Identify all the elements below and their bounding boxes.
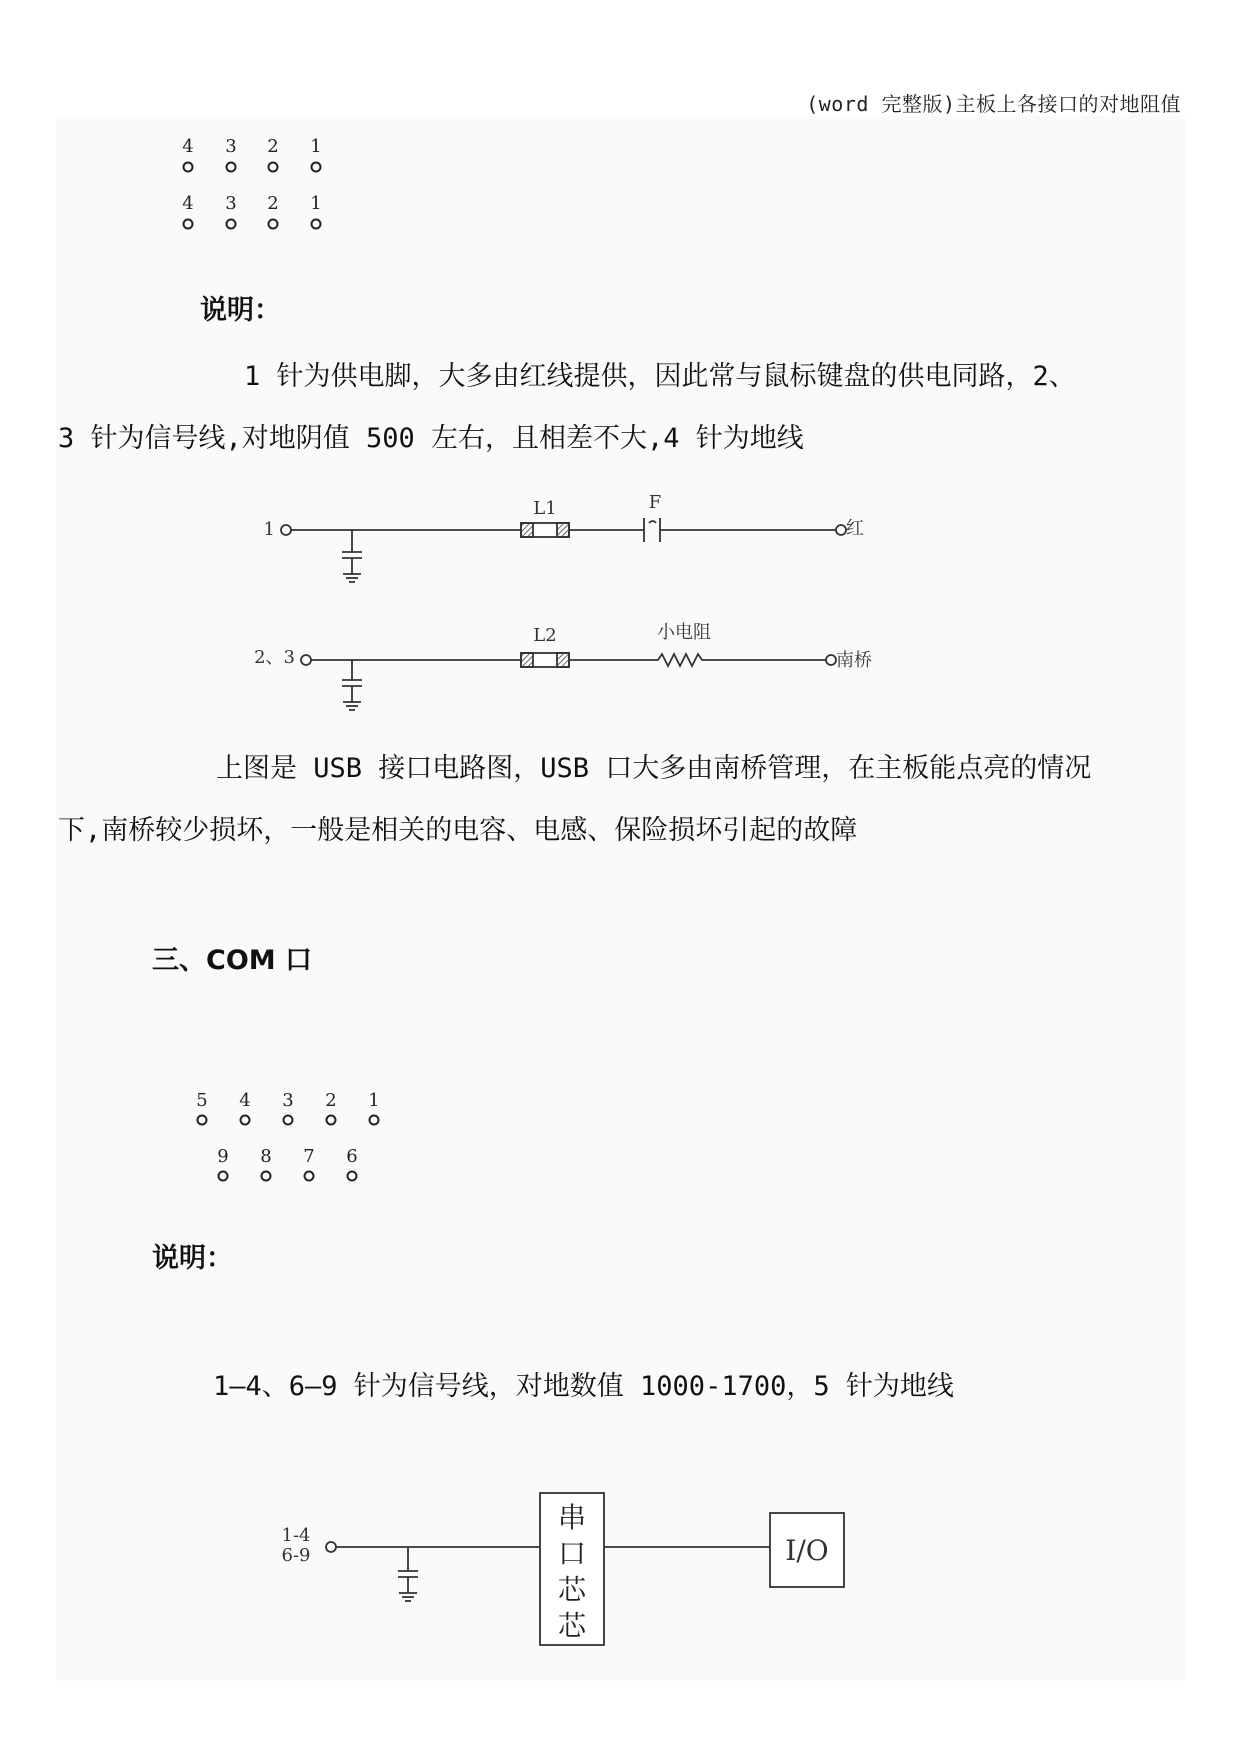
pin-number: 3	[225, 193, 237, 214]
pin-dot	[219, 1172, 228, 1181]
pin-dot	[327, 1116, 336, 1125]
pin-number: 1	[310, 193, 322, 214]
com-circuit-diagram	[270, 1485, 860, 1660]
chip-char: 串	[557, 1501, 587, 1534]
pin-number: 4	[182, 136, 194, 157]
io-label: I/O	[785, 1534, 829, 1567]
pin-dot	[269, 163, 278, 172]
com-pin-label-top: 1-4	[281, 1525, 311, 1546]
pin-number: 4	[239, 1090, 251, 1111]
pin-number: 2	[267, 136, 279, 157]
pin-dot	[348, 1172, 357, 1181]
southbridge-label: 南桥	[836, 650, 872, 671]
usb-circuit-diagram	[240, 490, 900, 720]
usb-pin-diagram	[170, 130, 340, 240]
pin-number: 1	[310, 136, 322, 157]
pin-dot	[312, 220, 321, 229]
fuse-label: F	[648, 492, 662, 513]
pin-dot	[305, 1172, 314, 1181]
pin-number: 6	[346, 1146, 358, 1167]
pin-dot	[184, 163, 193, 172]
pin-dot	[241, 1116, 250, 1125]
com-pin-terminal	[326, 1542, 336, 1552]
pin1-terminal	[281, 525, 291, 535]
pin-number: 4	[182, 193, 194, 214]
pin-dot	[227, 220, 236, 229]
red-terminal	[836, 525, 846, 535]
usb-note-line-2: 3 针为信号线,对地阴值 500 左右，且相差不大,4 针为地线	[58, 423, 804, 454]
chip-char: 口	[557, 1537, 587, 1570]
pin-number: 8	[260, 1146, 272, 1167]
pin-number: 3	[282, 1090, 294, 1111]
pin23-terminal	[301, 655, 311, 665]
resistor-label: 小电阻	[657, 622, 711, 643]
com-section-heading: 三、COM 口	[152, 945, 313, 976]
pin-dot	[269, 220, 278, 229]
pin-dot	[284, 1116, 293, 1125]
com-pin-label-bottom: 6-9	[281, 1545, 311, 1566]
pin-dot	[262, 1172, 271, 1181]
com-pin-diagram	[190, 1085, 390, 1190]
usb-desc-line-2: 下,南桥较少损坏，一般是相关的电容、电感、保险损坏引起的故障	[58, 815, 858, 846]
com-note-heading: 说明：	[152, 1243, 233, 1274]
com-note-line: 1—4、6—9 针为信号线，对地数值 1000-1700，5 针为地线	[213, 1371, 954, 1402]
l1-label: L1	[533, 498, 557, 519]
pin-number: 2	[267, 193, 279, 214]
pin-number: 3	[225, 136, 237, 157]
resistor-zigzag	[658, 654, 702, 666]
usb-note-heading: 说明：	[200, 295, 281, 326]
usb-note-line-1: 1 针为供电脚，大多由红线提供，因此常与鼠标键盘的供电同路，2、	[244, 361, 1076, 392]
pin-number: 1	[368, 1090, 380, 1111]
chip-char: 芯	[557, 1609, 587, 1642]
pin-number: 9	[217, 1146, 229, 1167]
pin-dot	[198, 1116, 207, 1125]
southbridge-terminal	[826, 655, 836, 665]
page-header: (word 完整版)主板上各接口的对地阻值	[806, 92, 1181, 116]
pin-dot	[370, 1116, 379, 1125]
usb-desc-line-1: 上图是 USB 接口电路图，USB 口大多由南桥管理，在主板能点亮的情况	[216, 753, 1092, 784]
pin-number: 7	[303, 1146, 315, 1167]
pin-dot	[312, 163, 321, 172]
pin-number: 2	[325, 1090, 337, 1111]
pin1-label: 1	[263, 519, 275, 540]
pin-dot	[227, 163, 236, 172]
l2-label: L2	[533, 625, 557, 646]
pin-number: 5	[196, 1090, 208, 1111]
pin-dot	[184, 220, 193, 229]
chip-char: 芯	[557, 1573, 587, 1606]
pin23-label: 2、3	[254, 647, 295, 668]
red-wire-label: 红	[846, 518, 864, 539]
